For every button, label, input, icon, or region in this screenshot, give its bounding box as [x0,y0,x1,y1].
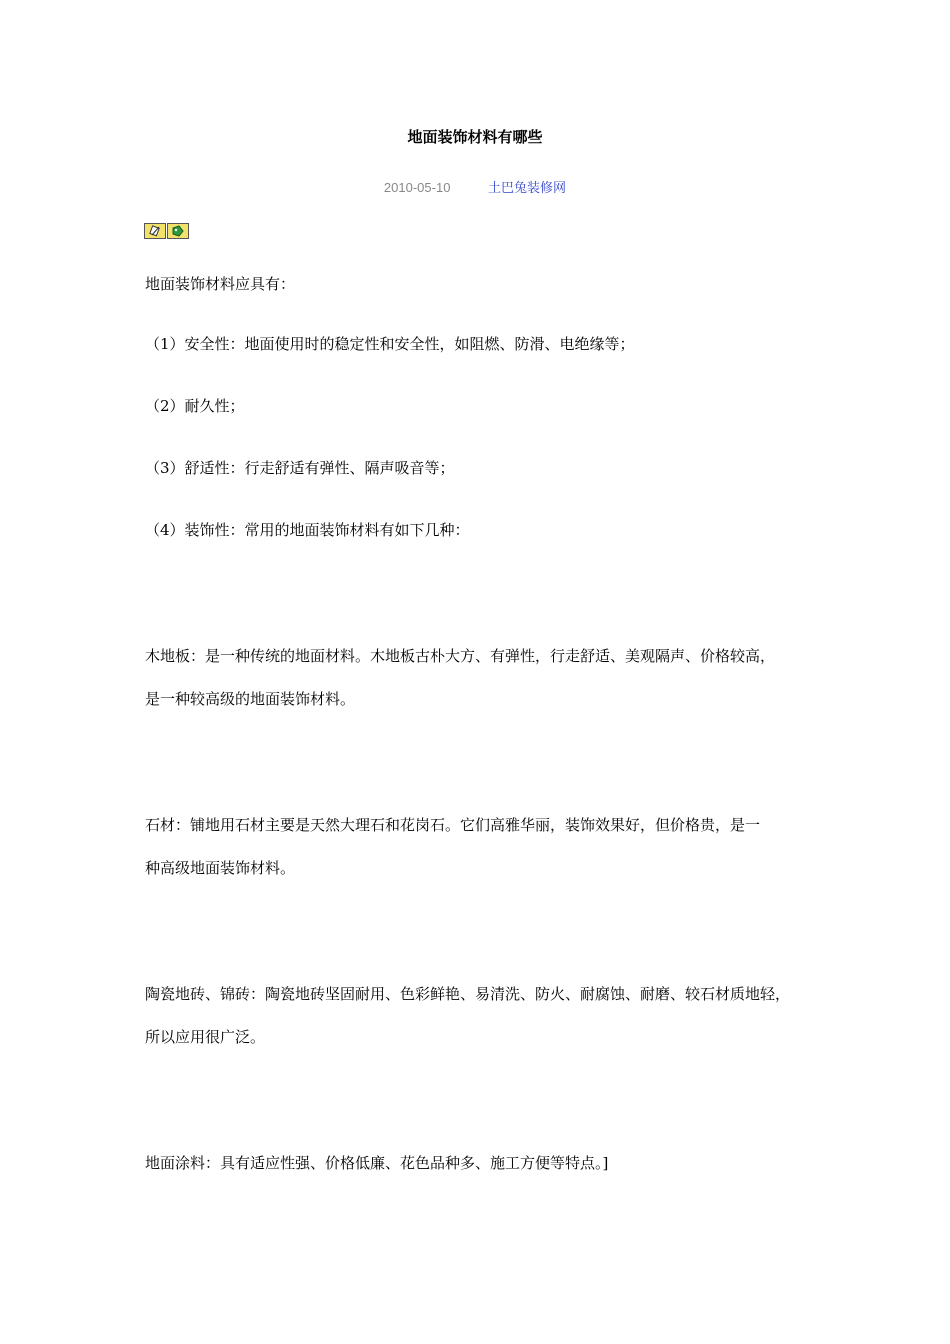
edit-icon[interactable] [144,223,166,239]
page-title: 地面装饰材料有哪些 [407,128,543,146]
article-meta [0,177,950,196]
tile-paragraph-line1: 陶瓷地砖、锦砖：陶瓷地砖坚固耐用、色彩鲜艳、易清洗、防火、耐腐蚀、耐磨、较石材质地轻， [145,985,791,1003]
wood-floor-paragraph-line2: 是一种较高级的地面装饰材料。 [145,690,356,708]
wood-floor-paragraph-line1: 木地板：是一种传统的地面材料。木地板古朴大方、有弹性，行走舒适、美观隔声、价格较高， [145,647,776,665]
stone-paragraph-line2: 种高级地面装饰材料。 [145,859,296,877]
source-link[interactable]: 土巴兔装修网 [488,180,567,195]
coating-paragraph: 地面涂料：具有适应性强、价格低廉、花色品种多、施工方便等特点。] [145,1154,609,1172]
list-item-safety: （1）安全性：地面使用时的稳定性和安全性，如阻燃、防滑、电绝缘等； [145,335,635,353]
list-item-decorative: （4）装饰性：常用的地面装饰材料有如下几种： [145,521,470,539]
publish-date: 2010-05-10 [383,180,451,195]
tile-paragraph-line2: 所以应用很广泛。 [145,1028,266,1046]
list-item-durability: （2）耐久性； [145,397,245,415]
stone-paragraph-line1: 石材：铺地用石材主要是天然大理石和花岗石。它们高雅华丽，装饰效果好，但价格贵，是一 [145,816,761,834]
intro-text: 地面装饰材料应具有： [145,275,296,293]
tag-icon[interactable] [167,223,189,239]
list-item-comfort: （3）舒适性：行走舒适有弹性、隔声吸音等； [145,459,455,477]
article-toolbar [144,223,189,239]
